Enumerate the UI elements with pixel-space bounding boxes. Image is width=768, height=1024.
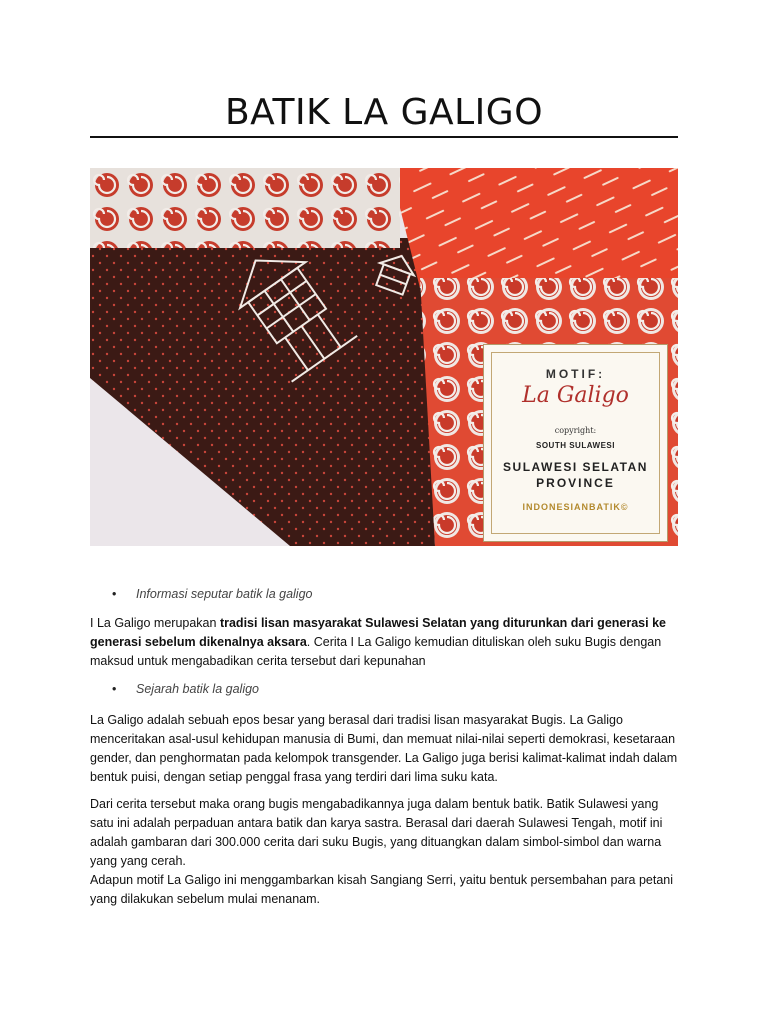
- paragraph-sejarah: La Galigo adalah sebuah epos besar yang berasal dari tradisi lisan masyarakat Bugis. La Galigo menceritakan asal-usul kehidupan manusia di Bumi, dan memuat nilai-nilai seperti demokrasi, kesetaraan gender, dan penghormatan pada kelompok transgender. La Galigo juga berisi kalimat-kalimat indah dalam bentuk puisi, dengan setiap penggal frasa yang terdiri dari lima suku kata.: [90, 713, 678, 784]
- batik-photo: [90, 168, 678, 546]
- bullet-dot-icon: •: [112, 682, 117, 696]
- label-motif-heading: MOTIF:: [545, 367, 606, 381]
- bullet-informasi-text: Informasi seputar batik la galigo: [136, 587, 313, 601]
- label-copyright: copyright:: [554, 426, 597, 435]
- bullet-sejarah-text: Sejarah batik la galigo: [136, 682, 259, 696]
- paragraph-batik: Dari cerita tersebut maka orang bugis mengabadikannya juga dalam bentuk batik. Batik Sulawesi yang satu ini adalah perpaduan antara batik dan karya sastra. Berasal dari daerah Sulawesi Tengah, motif ini adalah gambaran dari 300.000 cerita dari suku Bugis, yang dituangkan dalam simbol-simbol dan warna yang yang cerah.: [90, 797, 663, 868]
- paragraph-intro-bold: tradisi lisan masyarakat Sulawesi Selatan yang diturunkan dari generasi ke generasi sebelum dikenalnya aksara: [90, 616, 666, 649]
- label-province-line1: SULAWESI SELATAN: [503, 460, 648, 474]
- motif-label-card: [483, 344, 668, 542]
- title-underline: [90, 136, 678, 138]
- paragraph-intro-part2: . Cerita I La Galigo kemudian dituliskan oleh suku Bugis dengan maksud untuk mengabadikan cerita tersebut dari kepunahan: [90, 635, 662, 668]
- paragraph-intro: [90, 614, 680, 671]
- label-brand: INDONESIANBATIK©: [522, 502, 629, 512]
- label-province-line2: PROVINCE: [536, 476, 615, 490]
- bullet-dot-icon: •: [112, 587, 117, 601]
- label-south-sulawesi: SOUTH SULAWESI: [535, 441, 615, 450]
- label-motif-name: La Galigo: [522, 383, 629, 408]
- paragraph-intro-part1: I La Galigo merupakan: [90, 616, 220, 630]
- page-title: BATIK LA GALIGO: [224, 92, 544, 133]
- paragraph-sangiang-serri: Adapun motif La Galigo ini menggambarkan kisah Sangiang Serri, yaitu bentuk persembahan para petani yang dilakukan sebelum mulai menanam.: [90, 873, 674, 906]
